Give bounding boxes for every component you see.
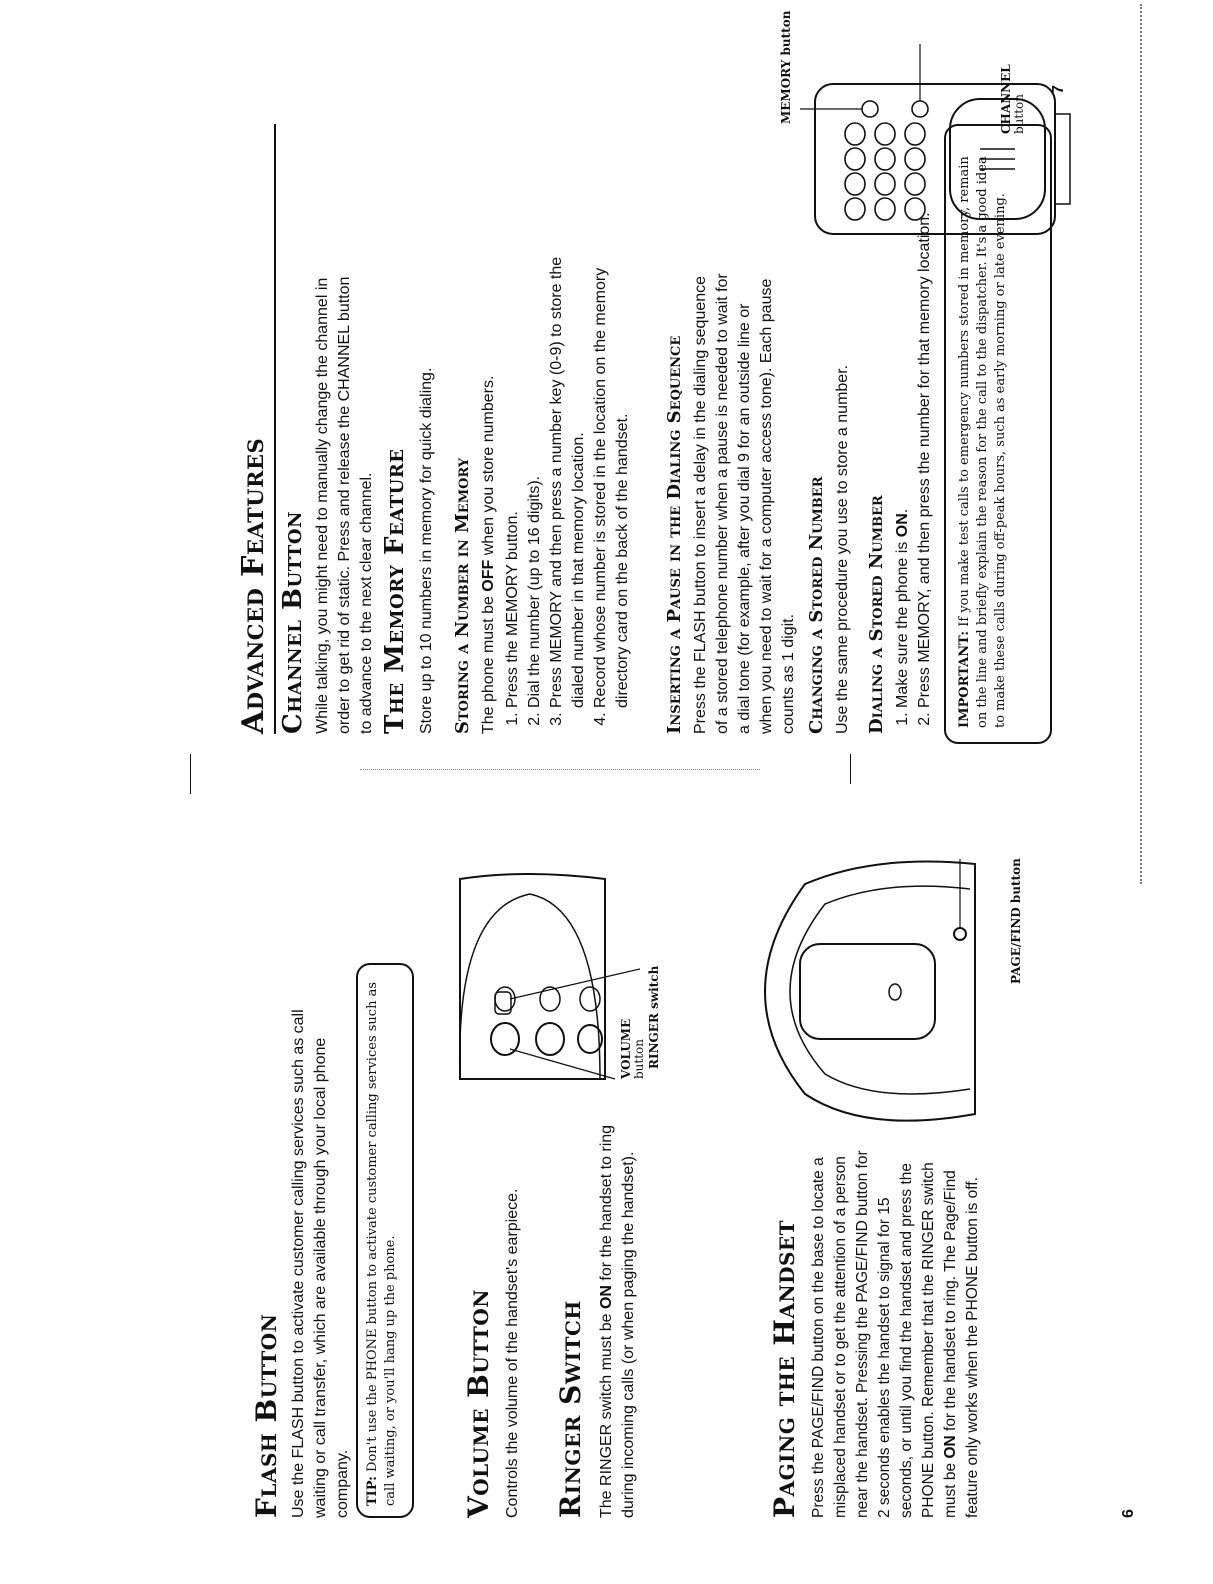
storing-step-3: 3. Press MEMORY and then press a number key (0-9) to store the dialed number in that memory location.: [546, 238, 590, 708]
paging-body-post: for the handset to ring. The Page/Find feature only works when the PHONE button is off.: [942, 1170, 981, 1518]
changing-body: Use the same procedure you use to store a number.: [834, 364, 851, 734]
title-rule: [274, 124, 276, 734]
base-unit-illustration: [745, 854, 1005, 1134]
volume-label-line2: button: [632, 1038, 646, 1079]
pause-body: Press the FLASH button to insert a delay in the dialing sequence of a stored telephone number when a pause is needed to wait for a dial tone (for example, after you dial 9 for an outside line or when you need to wait for a computer access tone). Each pause counts as 1 digit.: [692, 273, 797, 734]
storing-intro-off: OFF: [480, 559, 497, 592]
ringer-body-pre: The RINGER switch must be: [598, 1309, 615, 1518]
tip-box: [356, 963, 414, 1518]
flash-body: Use the FLASH button to activate customer calling services such as call waiting or call transfer, which are available through your local phone company.: [290, 1009, 351, 1518]
flash-heading: Flash Button: [250, 1313, 283, 1518]
page-find-button-icon: [954, 928, 966, 940]
scan-edge-line: [1140, 4, 1142, 884]
advanced-features-title: Advanced Features: [236, 437, 271, 734]
channel-heading: Channel Button: [278, 511, 308, 734]
center-mark: [190, 754, 191, 794]
volume-body: Controls the volume of the handset's earpiece.: [504, 1188, 521, 1518]
center-mark-2: [850, 754, 851, 784]
storing-intro: [478, 264, 500, 734]
tip-text: Don't use the PHONE button to activate customer calling services such as call waiting, or you'll hang up the phone.: [365, 982, 398, 1506]
storing-heading: Storing a Number in Memory: [452, 457, 473, 734]
dialing-step-1-pre: Make sure the phone is: [894, 537, 911, 708]
storing-steps: [502, 238, 634, 734]
important-label: IMPORTANT:: [957, 630, 972, 728]
volume-heading: Volume Button: [462, 1288, 495, 1518]
memory-label: MEMORY button: [779, 10, 793, 124]
handset-illustration: [800, 74, 1070, 244]
page-find-label: PAGE/FIND button: [1009, 858, 1023, 984]
paging-body: [808, 1146, 984, 1518]
page-number-right: 7: [1050, 85, 1067, 94]
channel-label-line2: button: [1012, 93, 1026, 134]
storing-intro-post: when you store numbers.: [480, 375, 497, 560]
center-dots: [360, 769, 760, 770]
ringer-label: RINGER switch: [647, 965, 661, 1069]
tip-label: TIP:: [365, 1476, 380, 1506]
dialing-step-1-post: .: [894, 508, 911, 514]
pause-heading: Inserting a Pause in the Dialing Sequence: [664, 335, 685, 734]
paging-heading: Paging the Handset: [768, 1219, 801, 1518]
memory-button-icon: [862, 101, 878, 117]
dialing-step-2: 2. Press MEMORY, and then press the number for that memory location.: [914, 68, 936, 708]
paging-body-pre: Press the PAGE/FIND button on the base to locate a misplaced handset or to get the attention of a person near the handset. Pressing the PAGE/FIND button for 2 seconds enables the handset to signal for 15 seconds, or until you find the handset and press the PHONE button. Remember that the RINGER switch must be: [810, 1150, 959, 1518]
channel-label-line1: CHANNEL: [999, 64, 1013, 134]
storing-step-4: 4. Record whose number is stored in the location on the memory directory card on the back of the handset.: [590, 238, 634, 708]
volume-label-line1: VOLUME: [619, 1018, 633, 1079]
channel-label: [1000, 64, 1026, 134]
ringer-body-on: ON: [598, 1285, 615, 1310]
storing-intro-pre: The phone must be: [480, 591, 497, 734]
dialing-step-1-on: ON: [894, 513, 911, 538]
dialing-heading: Dialing a Stored Number: [866, 495, 887, 734]
storing-step-2: 2. Dial the number (up to 16 digits).: [524, 238, 546, 708]
channel-button-icon: [912, 101, 928, 117]
page-number-left: 6: [1120, 1509, 1137, 1518]
memory-heading: The Memory Feature: [380, 448, 410, 734]
paging-body-on: ON: [942, 1435, 959, 1459]
ringer-body: [596, 1098, 640, 1518]
important-text: If you make test calls to emergency numbers stored in memory, remain on the line and briefly explain the reason for the call to the dispatcher. It's a good idea to make these calls during off-peak hours, such as early morning or late evening.: [957, 156, 1008, 728]
storing-step-1: 1. Press the MEMORY button.: [502, 238, 524, 708]
ringer-body-post: for the handset to ring during incoming calls (or when paging the handset).: [598, 1124, 637, 1518]
changing-heading: Changing a Stored Number: [806, 476, 827, 734]
ringer-heading: Ringer Switch: [554, 1300, 587, 1518]
channel-body: While talking, you might need to manually change the channel in order to get rid of static. Press and release the CHANNEL button to advance to the next clear channel.: [314, 276, 375, 734]
memory-body: Store up to 10 numbers in memory for quick dialing.: [418, 367, 435, 734]
